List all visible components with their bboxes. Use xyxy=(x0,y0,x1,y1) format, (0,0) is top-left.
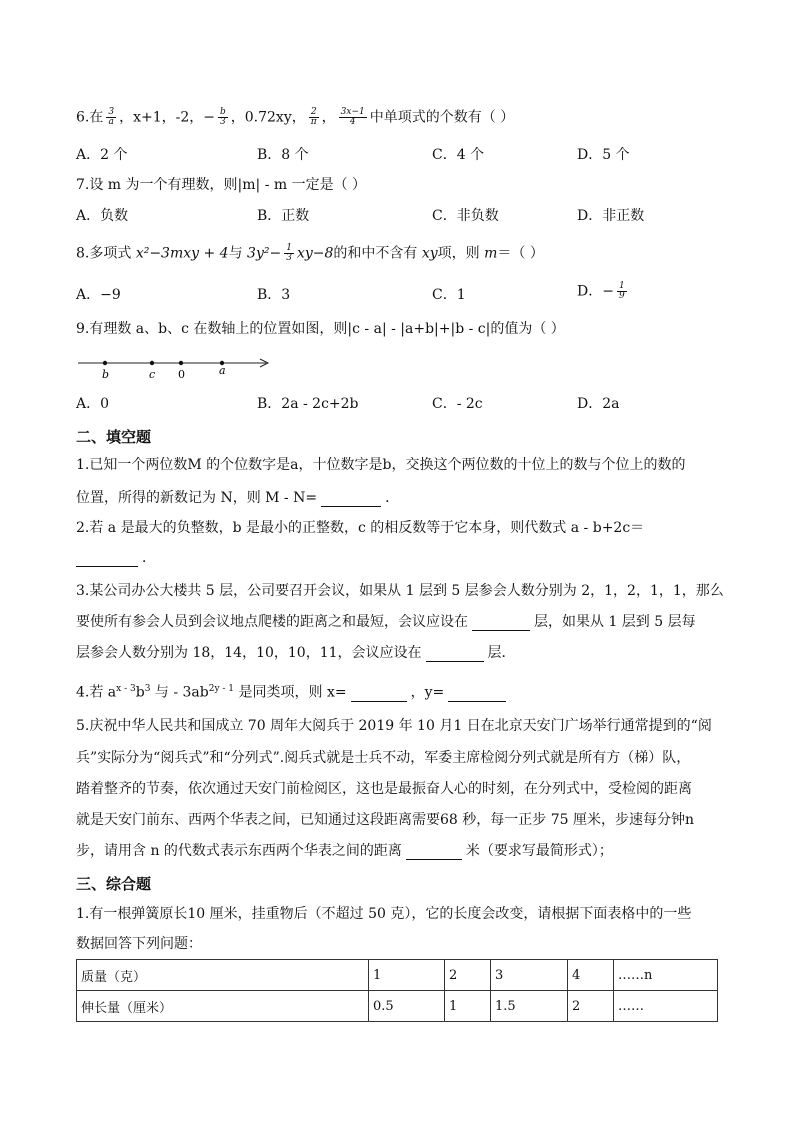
table-cell: 2 xyxy=(445,960,491,991)
q7-option-d[interactable]: D．非正数 xyxy=(577,208,645,224)
s2-q1-line-1: 1.已知一个两位数M 的个位数字是a，十位数字是b，交换这个两位数的十位上的数与个位上的数的 xyxy=(76,457,686,473)
q7-option-a[interactable]: A．负数 xyxy=(76,208,129,224)
q8-option-d[interactable]: D．− $\frac{1}{9}$ xyxy=(577,281,625,301)
label-b: b xyxy=(102,368,110,381)
s2-q4-line: 4.若 $a^{x - 3}b^3$ 与 - $3ab^{2y - 1}$ 是同类项，则 x= ，y= xyxy=(76,680,510,702)
q9-option-d[interactable]: D．2a xyxy=(577,396,620,412)
q6-option-b[interactable]: B．8 个 xyxy=(257,147,309,163)
label-a: a xyxy=(219,364,226,377)
q6-prefix: 6.在 xyxy=(76,109,104,126)
q8-expression-1: x²−3mxy + 4 xyxy=(135,245,229,262)
label-zero: 0 xyxy=(178,368,185,381)
table-cell: 3 xyxy=(491,960,568,991)
s2-q5-line-4: 就是天安门前东、西两个华表之间，已知通过这段距离需要68 秒，每一正步 75 厘米，步速每分钟n xyxy=(76,812,694,828)
s2-q2-line-1: 2.若 a 是最大的负整数，b 是最小的正整数，c 的相反数等于它本身，则代数式 a - b+2c＝ xyxy=(76,520,645,536)
s2-q3-line-3: 层参会人数分别为 18，14，10，10，11，会议应设在 层． xyxy=(76,645,516,661)
table-cell: 2 xyxy=(568,991,614,1022)
q8-frac: $\frac{1}{3}$ xyxy=(286,243,292,263)
s2-q3-answer-blank-2[interactable] xyxy=(426,647,484,662)
s2-q2-line-2: ． xyxy=(76,549,156,567)
point-zero xyxy=(179,361,183,365)
q7-option-b[interactable]: B．正数 xyxy=(257,208,310,224)
q6-stem: 6.在 $\frac{3}{a}$ ，x+1，-2，− $\frac{b}{3}$ ，0.72xy， $\frac{2}{\pi}$ ， $\frac{3x-1}{4}$ 中单项式的个数有（ ） xyxy=(76,107,515,127)
s2-q3-line-2: 要使所有参会人员到会议地点爬楼的距离之和最短，会议应设在 层，如果从 1 层到 5 层每 xyxy=(76,614,696,630)
s2-q3-answer-blank-1[interactable] xyxy=(472,616,530,631)
table-cell: …… xyxy=(614,991,718,1022)
point-c xyxy=(150,361,154,365)
q8-stem: 8.多项式 x²−3mxy + 4与 3y²− $\frac{1}{3}$ xy−8的和中不含有 xy项，则 m＝（ ） xyxy=(76,243,544,263)
q9-number-line xyxy=(76,352,276,382)
q6-option-a[interactable]: A．2 个 xyxy=(76,147,128,163)
table-row-mass xyxy=(77,960,718,991)
q7-stem: 7.设 m 为一个有理数，则|m| - m 一定是（ ） xyxy=(76,177,367,193)
table-cell: 伸长量（厘米） xyxy=(77,991,369,1022)
section-3-title: 三、综合题 xyxy=(76,875,152,893)
s3-q1-line-2: 数据回答下列问题： xyxy=(76,936,202,952)
q8-option-a[interactable]: A．−9 xyxy=(76,287,121,303)
q9-option-b[interactable]: B．2a - 2c+2b xyxy=(257,396,359,412)
q8-option-b[interactable]: B．3 xyxy=(257,287,291,303)
s2-q5-answer-blank[interactable] xyxy=(406,845,462,860)
s2-q4-answer-blank-x[interactable] xyxy=(351,687,407,702)
q6-frac-1: $\frac{3}{a}$ xyxy=(108,107,115,127)
q9-option-c[interactable]: C．- 2c xyxy=(432,396,483,412)
s2-q1-answer-blank[interactable] xyxy=(321,492,381,507)
s2-q5-line-5: 步，请用含 n 的代数式表示东西两个华表之间的距离 米（要求写最简形式）； xyxy=(76,843,613,859)
s2-q2-answer-blank[interactable] xyxy=(76,552,138,567)
q6-frac-3: $\frac{2}{\pi}$ xyxy=(310,107,317,127)
table-cell: 4 xyxy=(568,960,614,991)
q6-frac-4: $\frac{3x-1}{4}$ xyxy=(340,107,365,127)
section-2-title: 二、填空题 xyxy=(76,428,152,446)
s2-q4-answer-blank-y[interactable] xyxy=(448,687,506,702)
s2-q5-line-1: 5.庆祝中华人民共和国成立 70 周年大阅兵于 2019 年 10 月1 日在北京天安门广场举行通常提到的“阅 xyxy=(76,718,712,734)
table-cell: 0.5 xyxy=(369,991,445,1022)
s2-q5-line-3: 踏着整齐的节奏，依次通过天安门前检阅区，这也是最振奋人心的时刻，在分列式中，受检阅的距离 xyxy=(76,781,692,797)
table-row-extension xyxy=(77,991,718,1022)
table-cell: ……n xyxy=(614,960,718,991)
spring-data-table xyxy=(76,959,718,1022)
table-cell: 1 xyxy=(445,991,491,1022)
table-cell: 1 xyxy=(369,960,445,991)
s2-q5-line-2: 兵”实际分为“阅兵式”和“分列式”.阅兵式就是士兵不动，军委主席检阅分列式就是所有方（梯）队， xyxy=(76,750,691,766)
s2-q1-line-2: 位置，所得的新数记为 N，则 M - N= ． xyxy=(76,490,400,506)
s2-q3-line-1: 3.某公司办公大楼共 5 层，公司要召开会议，如果从 1 层到 5 层参会人数分别为 2，1，2，1，1，那么 xyxy=(76,583,724,599)
label-c: c xyxy=(149,368,156,381)
q9-option-a[interactable]: A．0 xyxy=(76,396,110,412)
q9-stem: 9.有理数 a、b、c 在数轴上的位置如图，则|c - a| - |a+b|+|b - c|的值为（ ） xyxy=(76,321,565,337)
table-cell: 1.5 xyxy=(491,991,568,1022)
q7-option-c[interactable]: C．非负数 xyxy=(432,208,499,224)
q8-option-c[interactable]: C．1 xyxy=(432,287,466,303)
q6-option-c[interactable]: C．4 个 xyxy=(432,147,485,163)
point-b xyxy=(103,361,107,365)
q6-option-d[interactable]: D．5 个 xyxy=(577,147,630,163)
table-cell: 质量（克） xyxy=(77,960,369,991)
s3-q1-line-1: 1.有一根弹簧原长10 厘米，挂重物后（不超过 50 克），它的长度会改变，请根据下面表格中的一些 xyxy=(76,906,692,922)
q6-frac-2: $\frac{b}{3}$ xyxy=(220,107,226,127)
q8-option-d-frac: $\frac{1}{9}$ xyxy=(618,281,625,301)
